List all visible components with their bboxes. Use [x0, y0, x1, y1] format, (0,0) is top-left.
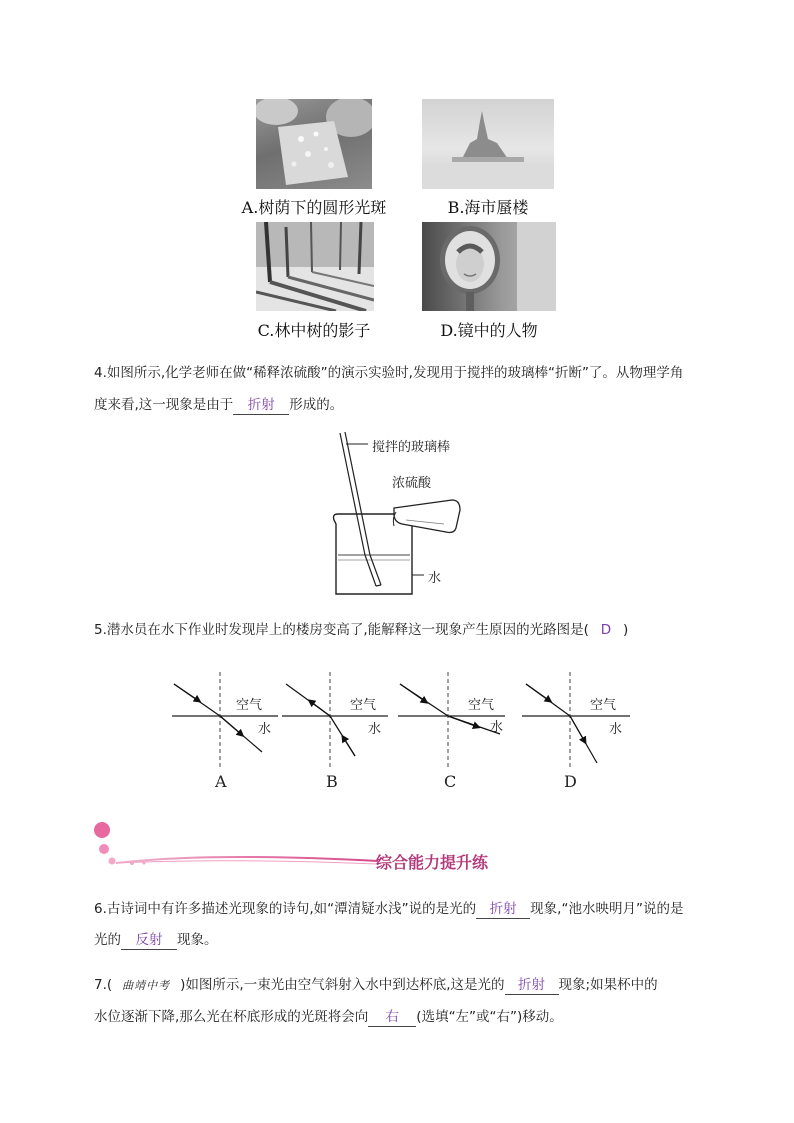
diagram-a-label: A: [215, 772, 227, 791]
photo-d-illustration: [422, 222, 556, 311]
q4-text-post: 形成的。: [289, 397, 344, 413]
q7-text-mid: )如图所示,一束光由空气斜射入水中到达杯底,这是光的: [180, 977, 505, 993]
q7-line1: [94, 975, 658, 996]
q7-text-line2-pre: 水位逐渐下降,那么光在杯底形成的光斑将会向: [94, 1009, 369, 1025]
q4-label-acid: 浓硫酸: [392, 476, 432, 491]
q5-line: [94, 620, 628, 640]
q4-label-rod: 搅拌的玻璃棒: [372, 440, 451, 455]
diagram-b-label: B: [326, 772, 338, 791]
q7-answer2: 右: [385, 1009, 400, 1025]
photo-tree-shade-spots: [256, 99, 372, 189]
photo-mirage: [422, 99, 554, 189]
q6-text-mid: 现象,“池水映明月”说的是: [530, 901, 684, 917]
q5-text-pre: 5.潜水员在水下作业时发现岸上的楼房变高了,能解释这一现象产生原因的光路图是(: [94, 622, 589, 638]
q5-text-post: ): [622, 622, 629, 638]
q6-answer2: 反射: [135, 932, 163, 948]
photo-d-caption: D.镜中的人物: [440, 321, 538, 340]
photo-a-illustration: [256, 99, 372, 189]
q6-line1: [94, 899, 683, 919]
q7-text-post: 现象;如果杯中的: [558, 977, 658, 993]
diagram-d-water: 水: [609, 722, 623, 737]
q6-text-pre: 6.古诗词中有许多描述光现象的诗句,如“潭清疑水浅”说的是光的: [94, 901, 477, 917]
photo-forest-shadows: [256, 222, 374, 311]
photo-b-illustration: [422, 99, 554, 189]
q7-prefix: 7.(: [94, 977, 113, 993]
q6-line2: [94, 930, 218, 950]
diagram-c-label: C: [444, 772, 457, 791]
photo-c-caption: C.林中树的影子: [257, 321, 371, 340]
q4-answer: 折射: [247, 397, 275, 413]
photo-a-caption: A.树荫下的圆形光斑: [241, 198, 387, 217]
section-title: 综合能力提升练: [376, 853, 489, 872]
q7-answer1-blank: [505, 976, 559, 995]
photo-b-caption: B.海市蜃楼: [447, 198, 529, 217]
diagram-b-water: 水: [368, 722, 382, 737]
q6-answer1: 折射: [489, 901, 517, 917]
diagram-c-air: 空气: [468, 698, 495, 713]
q7-answer1: 折射: [518, 977, 546, 993]
q4-answer-blank: [233, 396, 289, 415]
q7-source: 曲靖中考: [122, 979, 171, 992]
photo-mirror-person: [422, 222, 556, 311]
q7-answer2-blank: [368, 1008, 416, 1027]
section-decoration: [90, 818, 380, 870]
q4-label-water: 水: [428, 571, 442, 586]
q5-answer: D: [600, 622, 612, 638]
diagram-a-water: 水: [258, 722, 272, 737]
q6-text-line2-pre: 光的: [94, 932, 121, 948]
photo-c-illustration: [256, 222, 374, 311]
diagram-d-label: D: [564, 772, 577, 791]
q6-answer2-blank: [121, 931, 177, 950]
diagram-c: [398, 672, 505, 770]
diagram-b-air: 空气: [350, 698, 377, 713]
q7-text-line2-post: (选填“左”或“右”)移动。: [416, 1009, 563, 1025]
diagram-c-water: 水: [490, 720, 504, 735]
diagram-a-air: 空气: [236, 698, 263, 713]
q4-text-pre: 度来看,这一现象是由于: [94, 397, 234, 413]
diagram-d-air: 空气: [590, 698, 617, 713]
q4-line1: 4.如图所示,化学老师在做“稀释浓硫酸”的演示实验时,发现用于搅拌的玻璃棒“折断”了。从物理学角: [94, 365, 684, 381]
q4-line2: [94, 395, 343, 415]
q6-text-line2-post: 现象。: [177, 932, 218, 948]
q6-answer1-blank: [476, 900, 530, 919]
q7-line2: [94, 1007, 563, 1027]
